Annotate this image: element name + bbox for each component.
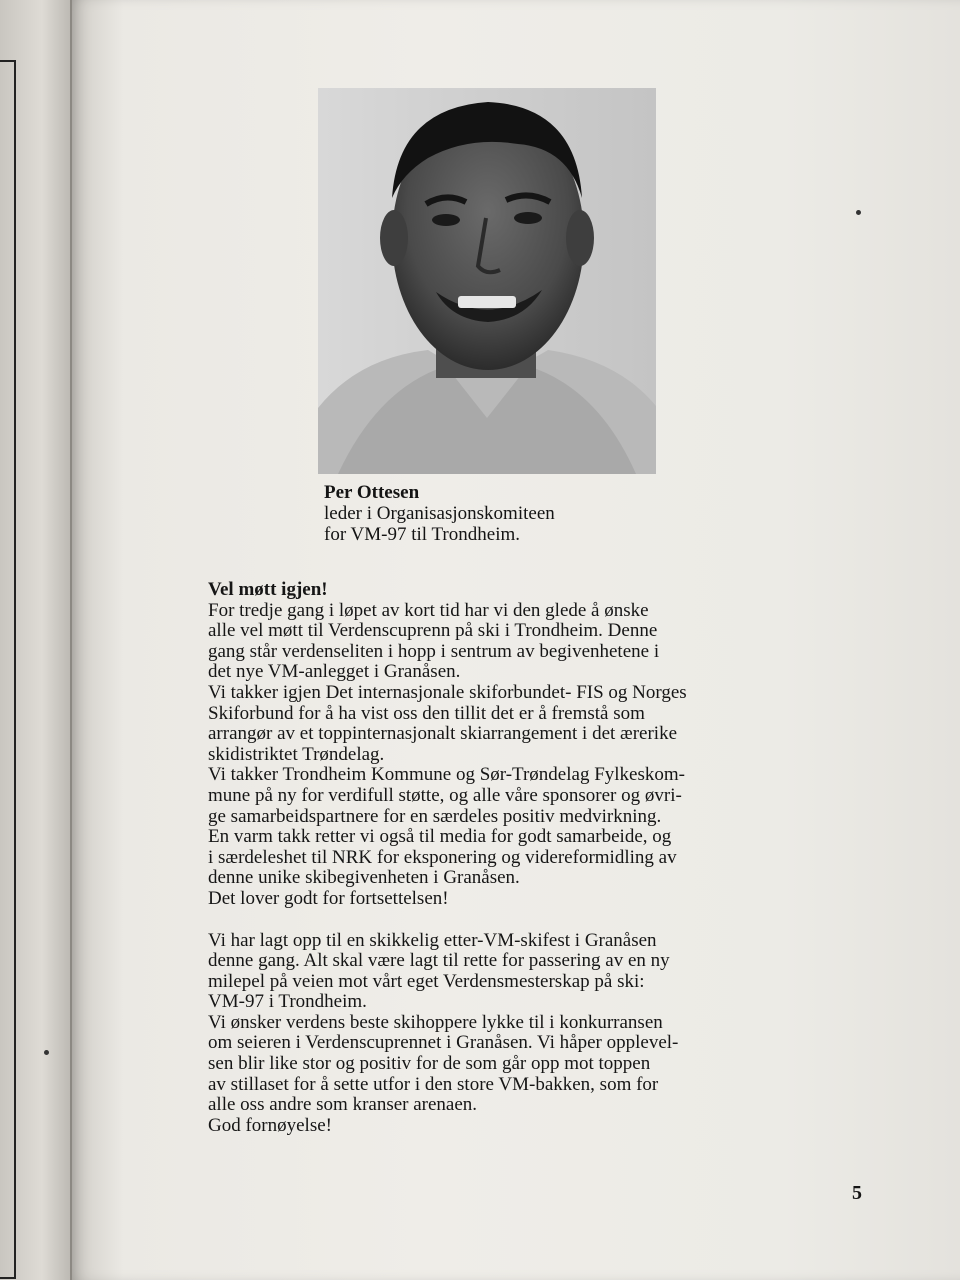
article-line: VM-97 i Trondheim. (208, 991, 367, 1013)
article-line: denne unike skibegivenheten i Granåsen. (208, 867, 520, 889)
article-line: skidistriktet Trøndelag. (208, 743, 385, 765)
punch-dot (44, 1050, 49, 1055)
article-line: Skiforbund for å ha vist oss den tillit det er å fremstå som (208, 702, 645, 724)
article-line: Det lover godt for fortsettelsen! (208, 887, 449, 909)
person-name: Per Ottesen (324, 482, 420, 503)
article-line: sen blir like stor og positiv for de som går opp mot toppen (208, 1053, 651, 1075)
article-line: Vi har lagt opp til en skikkelig etter-VM-skifest i Granåsen (208, 929, 657, 951)
book-gutter (70, 0, 72, 1280)
article-text (208, 580, 828, 1136)
portrait-photo (318, 88, 656, 474)
portrait-illustration (318, 88, 656, 474)
article-line: Vi takker Trondheim Kommune og Sør-Trøndelag Fylkeskom- (208, 764, 685, 786)
punch-dot (856, 210, 861, 215)
article-line: En varm takk retter vi også til media for godt samarbeide, og (208, 826, 672, 848)
article-line: det nye VM-anlegget i Granåsen. (208, 661, 461, 683)
person-role-line: leder i Organisasjonskomiteen (324, 503, 555, 524)
article-line: gang står verdenseliten i hopp i sentrum av begivenhetene i (208, 640, 660, 662)
article-line: om seieren i Verdenscuprennet i Granåsen. Vi håper opplevel- (208, 1032, 679, 1054)
article-line: av stillaset for å sette utfor i den store VM-bakken, som for (208, 1073, 659, 1095)
article-heading: Vel møtt igjen! (208, 579, 328, 600)
article-line: For tredje gang i løpet av kort tid har vi den glede å ønske (208, 599, 649, 621)
previous-page-edge (0, 0, 70, 1280)
previous-page-border (0, 60, 16, 1279)
article-line: alle oss andre som kranser arenaen. (208, 1094, 478, 1116)
article-line: denne gang. Alt skal være lagt til rette for passering av en ny (208, 950, 670, 972)
paragraph-gap (208, 910, 828, 931)
article-line: i særdeleshet til NRK for eksponering og videreformidling av (208, 846, 677, 868)
article-line: Vi takker igjen Det internasjonale skiforbundet- FIS og Norges (208, 681, 687, 703)
article-line: alle vel møtt til Verdenscuprenn på ski i Trondheim. Denne (208, 620, 658, 642)
article-line: Vi ønsker verdens beste skihoppere lykke til i konkurransen (208, 1011, 663, 1033)
article-line: milepel på veien mot vårt eget Verdensmesterskap på ski: (208, 970, 645, 992)
page-number: 5 (852, 1182, 862, 1204)
article-line: God fornøyelse! (208, 1114, 332, 1136)
article-line: mune på ny for verdifull støtte, og alle våre sponsorer og øvri- (208, 784, 682, 806)
article-line: arrangør av et toppinternasjonalt skiarrangement i det ærerike (208, 723, 678, 745)
article-line: ge samarbeidspartnere for en særdeles positiv medvirkning. (208, 805, 662, 827)
person-role-line: for VM-97 til Trondheim. (324, 524, 521, 545)
photo-caption (324, 482, 664, 545)
